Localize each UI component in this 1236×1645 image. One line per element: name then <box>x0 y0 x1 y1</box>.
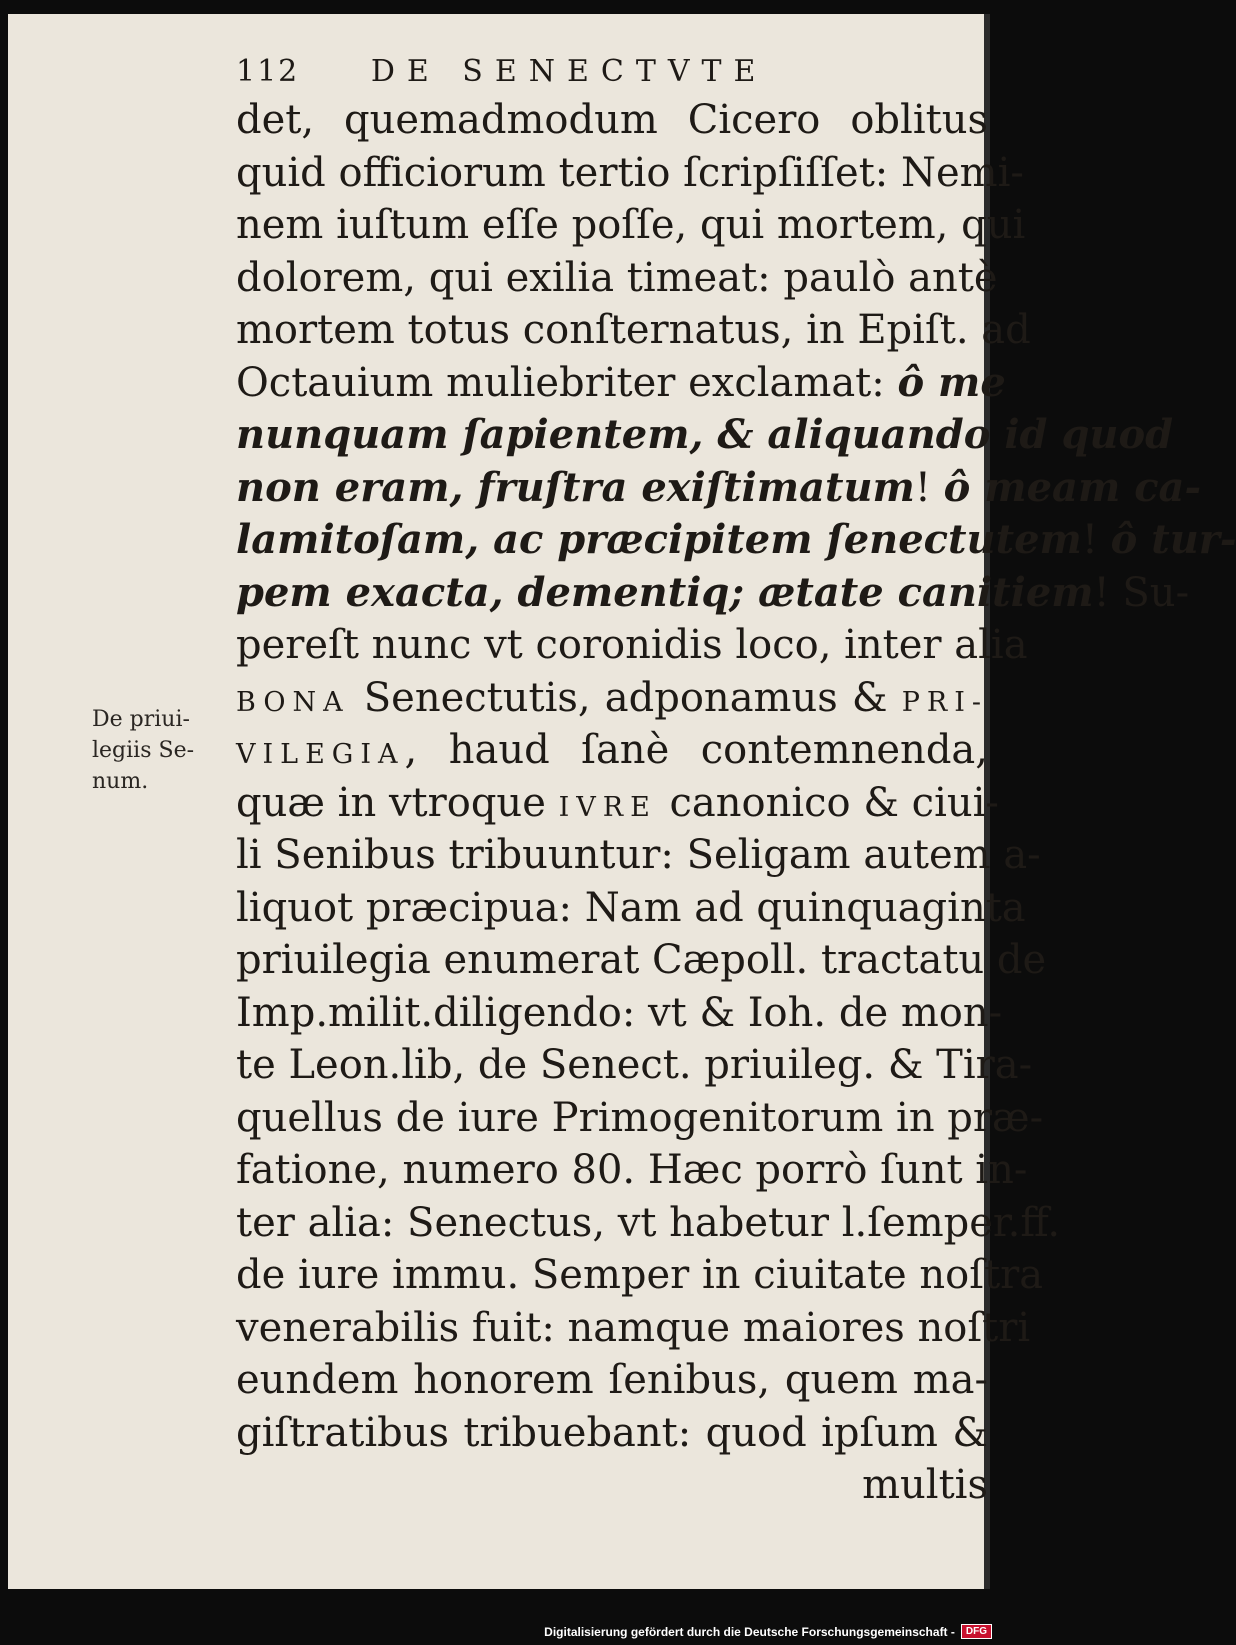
text-segment: li Senibus tribuuntur: Seligam autem a- <box>236 832 1041 878</box>
text-segment: de iure immu. Semper in ciuitate noſtra <box>236 1252 1044 1298</box>
dfg-logo: DFG <box>961 1624 992 1639</box>
text-line <box>236 147 1024 200</box>
text-segment: BONA <box>236 686 350 718</box>
text-line <box>236 304 1031 357</box>
text-line <box>236 1092 1044 1145</box>
text-line <box>236 409 1174 462</box>
text-segment: Imp.milit.diligendo: vt & Ioh. de mon- <box>236 989 1003 1036</box>
text-line <box>236 357 1006 410</box>
text-segment: IVRE <box>558 791 657 823</box>
margin-note <box>92 704 232 797</box>
margin-note-line: num. <box>92 769 149 794</box>
text-segment: canonico & ciui- <box>656 779 999 826</box>
text-segment: fatione, numero 80. Hæc porrò ſunt in- <box>236 1147 1028 1193</box>
body-text <box>236 94 1236 1512</box>
margin-note-line: De priui- <box>92 707 190 732</box>
text-segment: Octauium muliebriter exclamat: <box>236 359 898 406</box>
text-line <box>236 1197 1061 1250</box>
text-segment: Senectutis, adponamus & <box>349 674 902 721</box>
text-line <box>236 777 999 830</box>
text-segment: eundem honorem ſenibus, quem ma- <box>236 1357 988 1403</box>
text-line <box>236 514 1236 567</box>
text-line <box>236 672 988 725</box>
page-number: 112 <box>236 54 300 89</box>
text-segment: ter alia: Senectus, vt habetur l.ſemper.ff. <box>236 1199 1061 1246</box>
text-segment: mortem totus conſternatus, in Epiſt. ad <box>236 307 1031 353</box>
text-line <box>236 1459 988 1512</box>
text-segment: , haud ſanè contemnenda, <box>404 727 988 773</box>
text-line <box>236 934 1047 987</box>
text-segment: PRI- <box>901 686 988 718</box>
text-line <box>236 1039 1033 1092</box>
running-title: DE SENECTVTE <box>370 54 768 89</box>
text-line <box>236 1249 1044 1302</box>
text-segment: VILEGIA <box>236 739 405 770</box>
text-line <box>236 882 1026 935</box>
text-segment: ô me <box>897 358 1006 406</box>
text-segment: pem exacta, dementiq; ætate canitiem <box>236 568 1094 616</box>
book-page <box>8 14 1236 1589</box>
text-line <box>236 252 998 305</box>
text-line <box>236 462 1202 515</box>
text-segment: giſtratibus tribuebant: quod ipſum & <box>236 1409 988 1456</box>
text-segment: pereſt nunc vt coronidis loco, inter alia <box>236 622 1028 668</box>
text-line <box>236 1302 1031 1355</box>
text-segment: ô tur- <box>1110 516 1236 563</box>
footer-text: Digitalisierung gefördert durch die Deutsche Forschungsgemeinschaft - <box>544 1624 955 1639</box>
text-segment: nunquam ſapientem, & aliquando id quod <box>236 411 1174 458</box>
text-segment: ! <box>1081 517 1111 563</box>
text-line <box>236 724 988 777</box>
page-header <box>236 54 767 89</box>
text-segment: ! Su- <box>1093 569 1190 616</box>
text-segment: quellus de iure Primogenitorum in præ- <box>236 1094 1044 1141</box>
text-segment: quæ in vtroque <box>236 779 559 826</box>
text-line <box>236 1407 988 1460</box>
text-segment: lamitoſam, ac præcipitem ſenectutem <box>236 516 1082 563</box>
text-line <box>236 987 1003 1040</box>
text-line <box>236 199 1026 252</box>
text-segment: multis <box>862 1462 988 1508</box>
text-segment: venerabilis fuit: namque maiores noſtri <box>236 1304 1031 1351</box>
text-line <box>236 94 988 147</box>
text-line <box>236 1144 1028 1197</box>
footer-credit <box>544 1624 992 1639</box>
text-segment: liquot præcipua: Nam ad quinquaginta <box>236 884 1026 931</box>
text-segment: quid officiorum tertio ſcripſiſſet: Nemi- <box>236 149 1024 196</box>
text-line <box>236 567 1190 620</box>
margin-note-line: legiis Se- <box>92 738 195 763</box>
text-line <box>236 619 1028 672</box>
text-segment: ô meam ca- <box>943 463 1202 511</box>
text-segment: te Leon.lib, de Senect. priuileg. & Tira- <box>236 1042 1033 1088</box>
text-segment: priuilegia enumerat Cæpoll. tractatu de <box>236 937 1047 983</box>
text-segment: dolorem, qui exilia timeat: paulò antè <box>236 254 998 301</box>
text-segment: ! <box>914 464 944 511</box>
text-line <box>236 829 1041 882</box>
text-segment: nem iuſtum eſſe poſſe, qui mortem, qui <box>236 202 1026 248</box>
text-segment: non eram, fruſtra exiſtimatum <box>236 463 915 511</box>
text-line <box>236 1354 988 1407</box>
text-segment: det, quemadmodum Cicero oblitus <box>236 97 988 143</box>
